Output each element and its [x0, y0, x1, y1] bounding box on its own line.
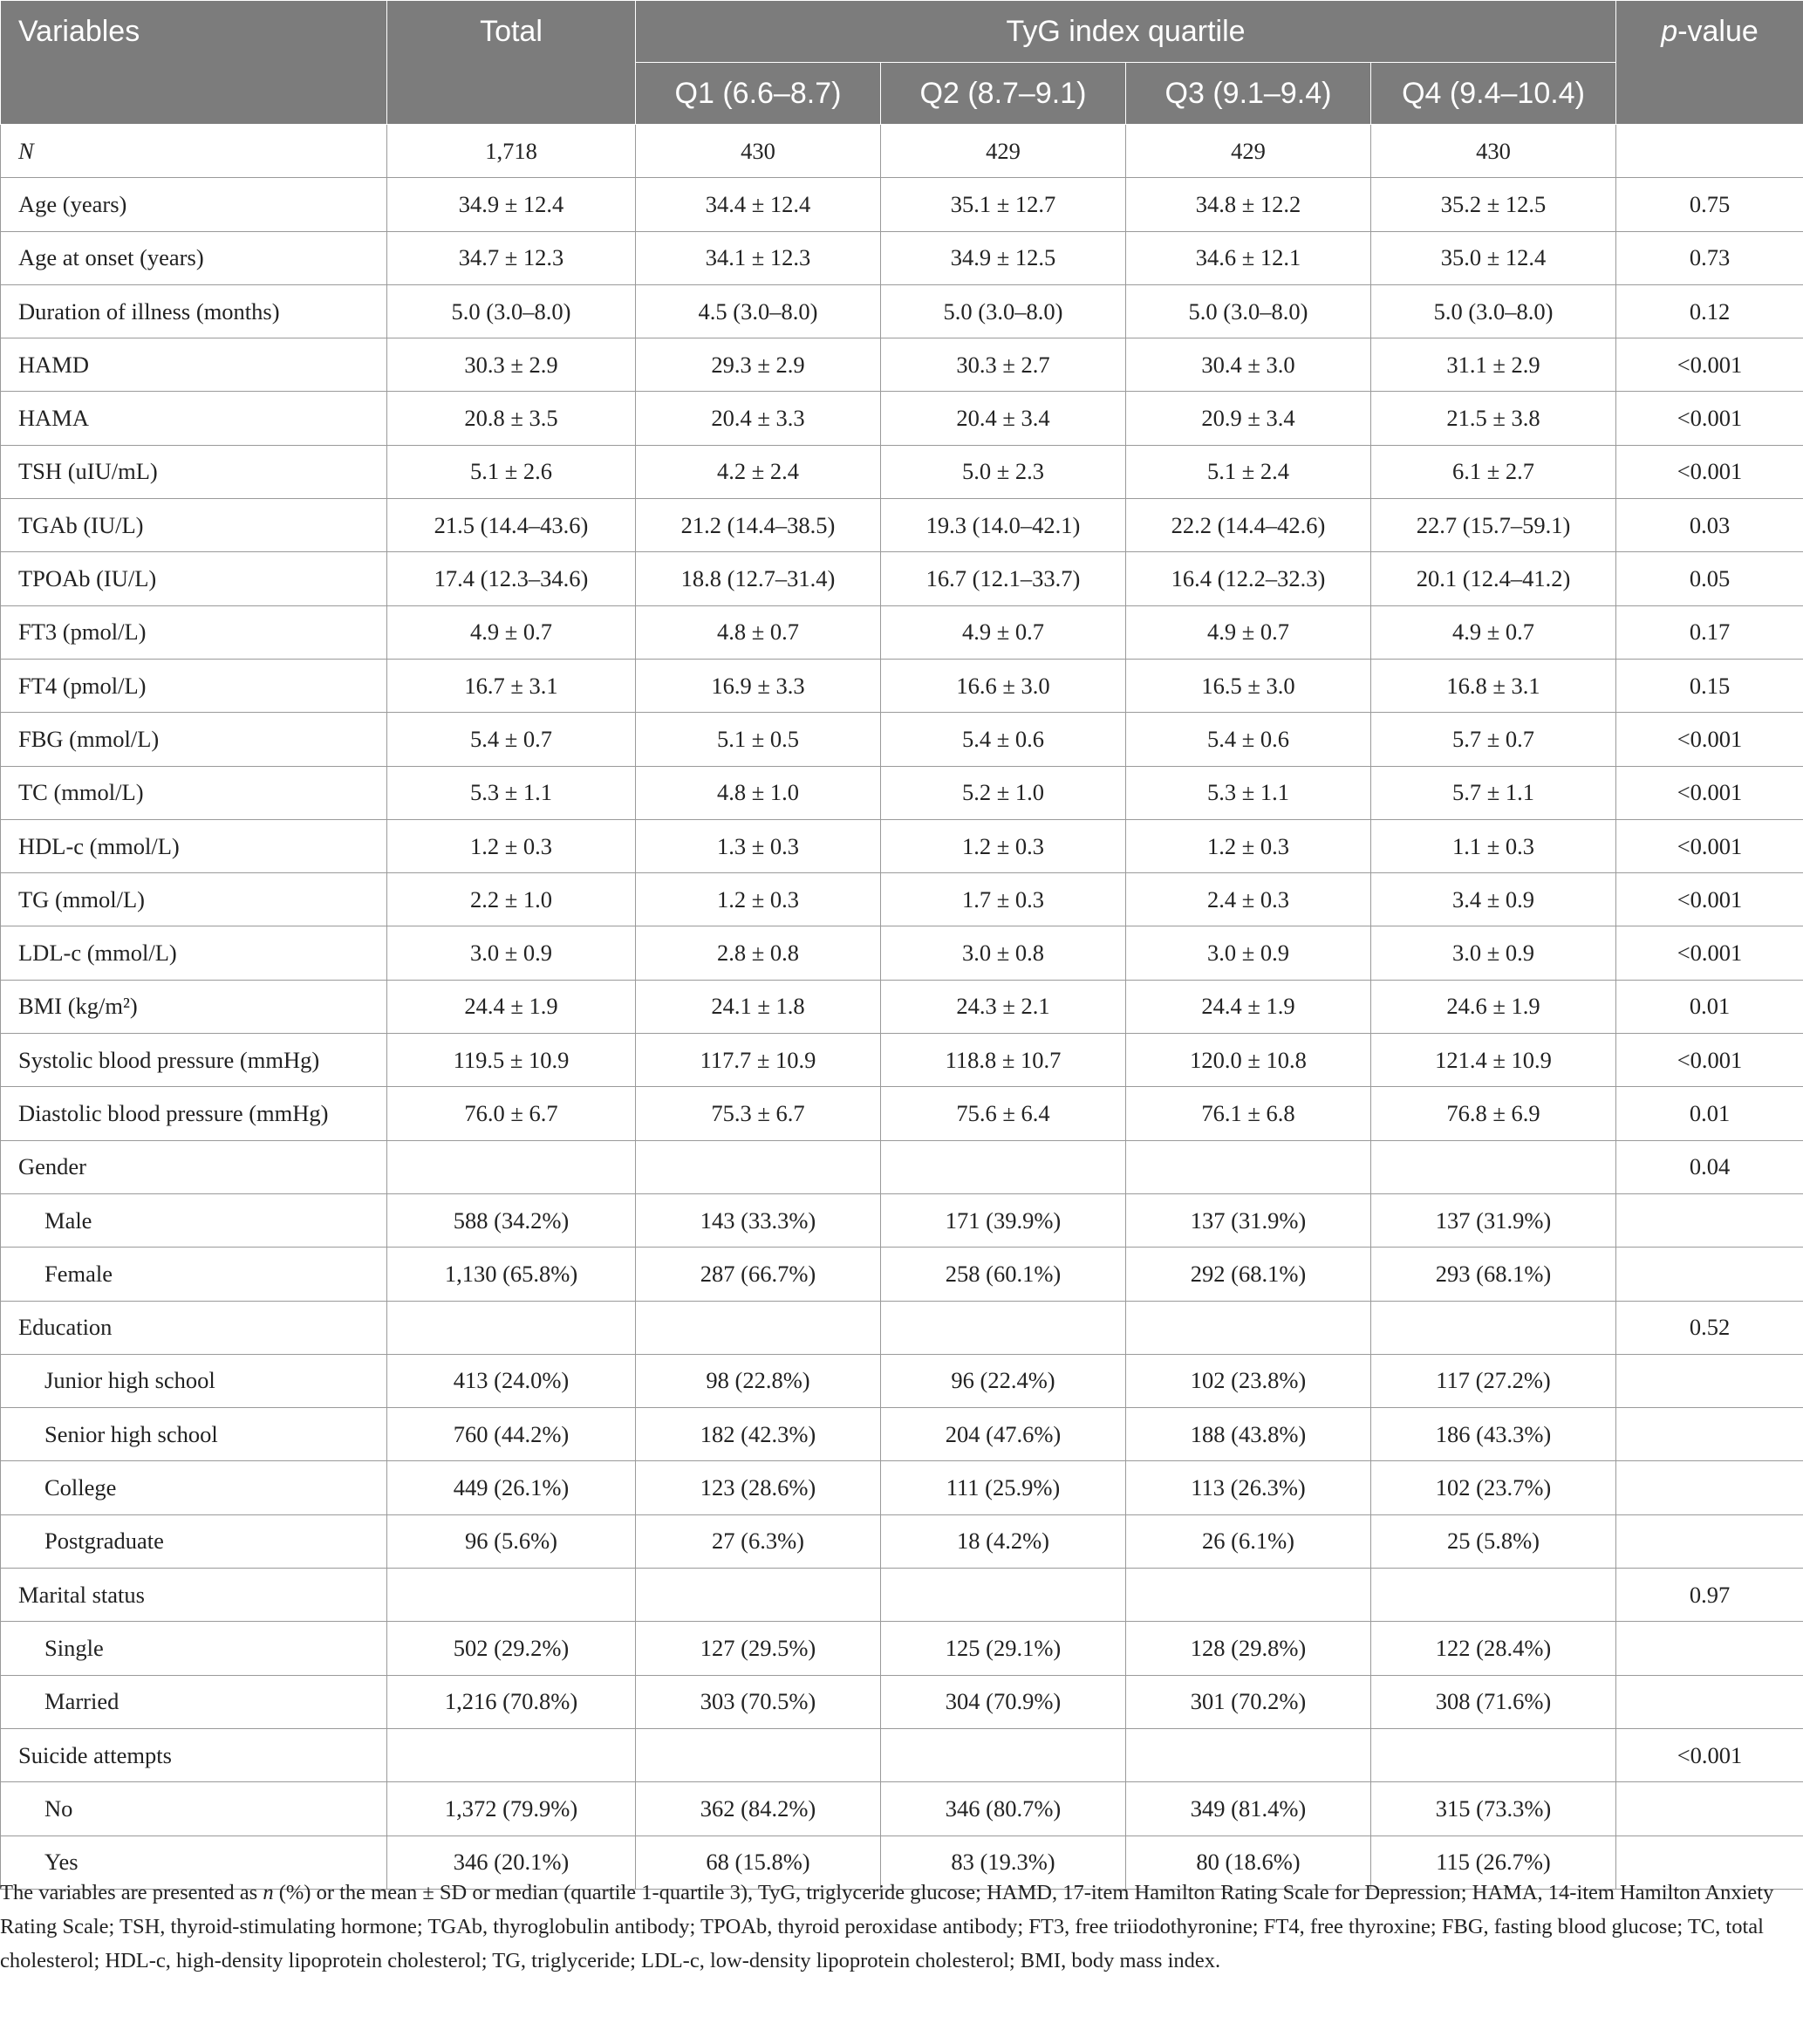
cell-q4: 24.6 ± 1.9	[1371, 980, 1616, 1033]
cell-q1	[636, 1140, 881, 1193]
cell-p-value: 0.15	[1616, 659, 1803, 712]
row-label: FBG (mmol/L)	[1, 713, 387, 766]
cell-q3: 24.4 ± 1.9	[1126, 980, 1371, 1033]
table-row	[1, 338, 1803, 392]
cell-q4: 21.5 ± 3.8	[1371, 392, 1616, 445]
cell-q1: 4.8 ± 1.0	[636, 766, 881, 819]
cell-q4: 22.7 (15.7–59.1)	[1371, 499, 1616, 552]
row-label: Diastolic blood pressure (mmHg)	[1, 1087, 387, 1140]
cell-total: 17.4 (12.3–34.6)	[387, 552, 636, 605]
cell-q4	[1371, 1728, 1616, 1781]
cell-p-value	[1616, 1675, 1803, 1728]
row-label: Married	[1, 1675, 387, 1728]
cell-q2: 429	[881, 125, 1126, 178]
cell-total: 449 (26.1%)	[387, 1461, 636, 1514]
cell-total: 76.0 ± 6.7	[387, 1087, 636, 1140]
cell-total: 1,718	[387, 125, 636, 178]
cell-q1: 143 (33.3%)	[636, 1193, 881, 1247]
cell-p-value: <0.001	[1616, 1034, 1803, 1087]
cell-q4: 186 (43.3%)	[1371, 1408, 1616, 1461]
cell-q1: 34.1 ± 12.3	[636, 231, 881, 284]
cell-q1: 21.2 (14.4–38.5)	[636, 499, 881, 552]
cell-p-value: <0.001	[1616, 713, 1803, 766]
cell-q3: 30.4 ± 3.0	[1126, 338, 1371, 392]
cell-q4: 5.0 (3.0–8.0)	[1371, 284, 1616, 338]
cell-total: 20.8 ± 3.5	[387, 392, 636, 445]
row-label: HAMD	[1, 338, 387, 392]
table-row	[1, 819, 1803, 872]
cell-p-value	[1616, 1354, 1803, 1407]
cell-q3: 5.0 (3.0–8.0)	[1126, 284, 1371, 338]
table-row	[1, 178, 1803, 231]
cell-q1: 29.3 ± 2.9	[636, 338, 881, 392]
cell-total: 24.4 ± 1.9	[387, 980, 636, 1033]
cell-q3: 128 (29.8%)	[1126, 1622, 1371, 1675]
header-q3: Q3 (9.1–9.4)	[1126, 63, 1371, 125]
cell-q3: 3.0 ± 0.9	[1126, 926, 1371, 980]
cell-q4: 3.0 ± 0.9	[1371, 926, 1616, 980]
cell-q1: 182 (42.3%)	[636, 1408, 881, 1461]
header-variables: Variables	[1, 1, 387, 125]
cell-q2: 5.0 ± 2.3	[881, 445, 1126, 498]
cell-q4: 35.0 ± 12.4	[1371, 231, 1616, 284]
table-row	[1, 1622, 1803, 1675]
cell-p-value: <0.001	[1616, 338, 1803, 392]
table-row	[1, 499, 1803, 552]
cell-total: 760 (44.2%)	[387, 1408, 636, 1461]
cell-q3: 137 (31.9%)	[1126, 1193, 1371, 1247]
cell-total: 413 (24.0%)	[387, 1354, 636, 1407]
cell-q1: 24.1 ± 1.8	[636, 980, 881, 1033]
row-label: Yes	[1, 1835, 387, 1889]
cell-q1: 127 (29.5%)	[636, 1622, 881, 1675]
cell-total: 1,372 (79.9%)	[387, 1782, 636, 1835]
table-row	[1, 1248, 1803, 1301]
row-label: Male	[1, 1193, 387, 1247]
table-row	[1, 766, 1803, 819]
row-label: BMI (kg/m²)	[1, 980, 387, 1033]
cell-p-value	[1616, 1514, 1803, 1568]
cell-total: 3.0 ± 0.9	[387, 926, 636, 980]
cell-total: 588 (34.2%)	[387, 1193, 636, 1247]
cell-p-value: <0.001	[1616, 1728, 1803, 1781]
cell-q1: 27 (6.3%)	[636, 1514, 881, 1568]
table-row	[1, 1514, 1803, 1568]
cell-q1: 5.1 ± 0.5	[636, 713, 881, 766]
row-label: LDL-c (mmol/L)	[1, 926, 387, 980]
cell-p-value	[1616, 1248, 1803, 1301]
cell-q3: 301 (70.2%)	[1126, 1675, 1371, 1728]
cell-q1: 16.9 ± 3.3	[636, 659, 881, 712]
cell-p-value	[1616, 1408, 1803, 1461]
cell-q3	[1126, 1569, 1371, 1622]
row-label: Age (years)	[1, 178, 387, 231]
table-row	[1, 1728, 1803, 1781]
cell-q1	[636, 1728, 881, 1781]
row-label: Duration of illness (months)	[1, 284, 387, 338]
cell-q4: 3.4 ± 0.9	[1371, 873, 1616, 926]
cell-q3: 102 (23.8%)	[1126, 1354, 1371, 1407]
cell-p-value: 0.01	[1616, 1087, 1803, 1140]
cell-q2: 125 (29.1%)	[881, 1622, 1126, 1675]
cell-q3	[1126, 1301, 1371, 1354]
table-row	[1, 605, 1803, 659]
row-label: Single	[1, 1622, 387, 1675]
cell-total: 34.7 ± 12.3	[387, 231, 636, 284]
cell-q3: 429	[1126, 125, 1371, 178]
cell-q3: 20.9 ± 3.4	[1126, 392, 1371, 445]
row-label: TSH (uIU/mL)	[1, 445, 387, 498]
cell-q4: 117 (27.2%)	[1371, 1354, 1616, 1407]
cell-total: 502 (29.2%)	[387, 1622, 636, 1675]
cell-q4: 121.4 ± 10.9	[1371, 1034, 1616, 1087]
cell-q3: 5.3 ± 1.1	[1126, 766, 1371, 819]
header-p-value	[1616, 1, 1803, 125]
row-label: Systolic blood pressure (mmHg)	[1, 1034, 387, 1087]
cell-q4: 25 (5.8%)	[1371, 1514, 1616, 1568]
table-row	[1, 284, 1803, 338]
cell-total	[387, 1569, 636, 1622]
cell-p-value: 0.75	[1616, 178, 1803, 231]
cell-q2: 111 (25.9%)	[881, 1461, 1126, 1514]
cell-total	[387, 1728, 636, 1781]
cell-q2: 258 (60.1%)	[881, 1248, 1126, 1301]
cell-q1: 18.8 (12.7–31.4)	[636, 552, 881, 605]
cell-q4: 308 (71.6%)	[1371, 1675, 1616, 1728]
cell-q3: 80 (18.6%)	[1126, 1835, 1371, 1889]
cell-q1: 98 (22.8%)	[636, 1354, 881, 1407]
cell-q1: 117.7 ± 10.9	[636, 1034, 881, 1087]
row-label: HDL-c (mmol/L)	[1, 819, 387, 872]
cell-q4: 35.2 ± 12.5	[1371, 178, 1616, 231]
cell-q2: 16.6 ± 3.0	[881, 659, 1126, 712]
cell-q3: 22.2 (14.4–42.6)	[1126, 499, 1371, 552]
cell-q1: 4.2 ± 2.4	[636, 445, 881, 498]
cell-q3: 349 (81.4%)	[1126, 1782, 1371, 1835]
table-row	[1, 1140, 1803, 1193]
row-label: FT3 (pmol/L)	[1, 605, 387, 659]
cell-q4: 4.9 ± 0.7	[1371, 605, 1616, 659]
cell-q2: 35.1 ± 12.7	[881, 178, 1126, 231]
table-row	[1, 926, 1803, 980]
cell-q4: 16.8 ± 3.1	[1371, 659, 1616, 712]
header-p-prefix: p	[1661, 15, 1678, 48]
cell-total: 1,130 (65.8%)	[387, 1248, 636, 1301]
cell-q1: 303 (70.5%)	[636, 1675, 881, 1728]
cell-q2: 4.9 ± 0.7	[881, 605, 1126, 659]
table-row	[1, 1193, 1803, 1247]
cell-q1: 287 (66.7%)	[636, 1248, 881, 1301]
header-q4: Q4 (9.4–10.4)	[1371, 63, 1616, 125]
cell-q2: 96 (22.4%)	[881, 1354, 1126, 1407]
cell-q2: 19.3 (14.0–42.1)	[881, 499, 1126, 552]
cell-q2: 5.0 (3.0–8.0)	[881, 284, 1126, 338]
cell-q1: 20.4 ± 3.3	[636, 392, 881, 445]
table-row	[1, 1087, 1803, 1140]
row-label: HAMA	[1, 392, 387, 445]
cell-q4: 430	[1371, 125, 1616, 178]
cell-q3: 2.4 ± 0.3	[1126, 873, 1371, 926]
table-row	[1, 1408, 1803, 1461]
table-row	[1, 1461, 1803, 1514]
cell-q3: 188 (43.8%)	[1126, 1408, 1371, 1461]
cell-q3: 113 (26.3%)	[1126, 1461, 1371, 1514]
cell-q4: 20.1 (12.4–41.2)	[1371, 552, 1616, 605]
cell-q3: 76.1 ± 6.8	[1126, 1087, 1371, 1140]
cell-total: 1.2 ± 0.3	[387, 819, 636, 872]
cell-q2: 83 (19.3%)	[881, 1835, 1126, 1889]
row-label: Senior high school	[1, 1408, 387, 1461]
header-p-suffix: -value	[1677, 15, 1759, 48]
row-label: No	[1, 1782, 387, 1835]
row-label: TGAb (IU/L)	[1, 499, 387, 552]
table-row	[1, 231, 1803, 284]
cell-q3: 5.4 ± 0.6	[1126, 713, 1371, 766]
row-label: Marital status	[1, 1569, 387, 1622]
cell-p-value: 0.17	[1616, 605, 1803, 659]
row-label: TPOAb (IU/L)	[1, 552, 387, 605]
cell-q2: 75.6 ± 6.4	[881, 1087, 1126, 1140]
cell-q4: 122 (28.4%)	[1371, 1622, 1616, 1675]
cell-total	[387, 1140, 636, 1193]
table-row	[1, 552, 1803, 605]
cell-p-value: 0.52	[1616, 1301, 1803, 1354]
cell-q2: 30.3 ± 2.7	[881, 338, 1126, 392]
cell-q4: 76.8 ± 6.9	[1371, 1087, 1616, 1140]
cell-q2: 3.0 ± 0.8	[881, 926, 1126, 980]
cell-q4: 5.7 ± 1.1	[1371, 766, 1616, 819]
table-row	[1, 1675, 1803, 1728]
row-label: Female	[1, 1248, 387, 1301]
cell-q2: 346 (80.7%)	[881, 1782, 1126, 1835]
cell-p-value: 0.04	[1616, 1140, 1803, 1193]
cell-q1: 123 (28.6%)	[636, 1461, 881, 1514]
table-row	[1, 713, 1803, 766]
row-label: Postgraduate	[1, 1514, 387, 1568]
table-row	[1, 445, 1803, 498]
cell-q2: 204 (47.6%)	[881, 1408, 1126, 1461]
cell-total: 1,216 (70.8%)	[387, 1675, 636, 1728]
header-quartile-group: TyG index quartile	[636, 1, 1616, 63]
cell-q2	[881, 1569, 1126, 1622]
cell-q4	[1371, 1140, 1616, 1193]
header-q1: Q1 (6.6–8.7)	[636, 63, 881, 125]
cell-total: 346 (20.1%)	[387, 1835, 636, 1889]
cell-q2: 16.7 (12.1–33.7)	[881, 552, 1126, 605]
cell-total: 5.4 ± 0.7	[387, 713, 636, 766]
cell-q2: 34.9 ± 12.5	[881, 231, 1126, 284]
cell-p-value	[1616, 1782, 1803, 1835]
cell-q2: 1.2 ± 0.3	[881, 819, 1126, 872]
cell-p-value: <0.001	[1616, 873, 1803, 926]
footnote-n: n	[263, 1881, 274, 1904]
cell-q3: 120.0 ± 10.8	[1126, 1034, 1371, 1087]
cell-q3: 5.1 ± 2.4	[1126, 445, 1371, 498]
cell-total: 5.1 ± 2.6	[387, 445, 636, 498]
cell-total: 34.9 ± 12.4	[387, 178, 636, 231]
cell-q2: 24.3 ± 2.1	[881, 980, 1126, 1033]
cell-q3: 16.5 ± 3.0	[1126, 659, 1371, 712]
cell-q3: 16.4 (12.2–32.3)	[1126, 552, 1371, 605]
cell-q1: 2.8 ± 0.8	[636, 926, 881, 980]
cell-q3: 1.2 ± 0.3	[1126, 819, 1371, 872]
cell-q1: 4.5 (3.0–8.0)	[636, 284, 881, 338]
table-row	[1, 1354, 1803, 1407]
cell-q1	[636, 1569, 881, 1622]
cell-total: 119.5 ± 10.9	[387, 1034, 636, 1087]
table-footnote	[0, 1876, 1779, 1978]
cell-q1: 362 (84.2%)	[636, 1782, 881, 1835]
cell-q4	[1371, 1301, 1616, 1354]
cell-q1: 68 (15.8%)	[636, 1835, 881, 1889]
cell-q1: 34.4 ± 12.4	[636, 178, 881, 231]
cell-q2	[881, 1140, 1126, 1193]
cell-total: 5.3 ± 1.1	[387, 766, 636, 819]
table-row	[1, 1782, 1803, 1835]
row-label: FT4 (pmol/L)	[1, 659, 387, 712]
row-label: Education	[1, 1301, 387, 1354]
cell-p-value: 0.05	[1616, 552, 1803, 605]
footnote-abbreviations: (%) or the mean ± SD or median (quartile 1-quartile 3), TyG, triglyceride glucose; HAMD, 17-item Hamilton Rating Scale for Depression; HAMA, 14-item Hamilton Anxiety Rating Scale; TSH, thyroid-stimulating hormone; TGAb, thyroglobulin antibody; TPOAb, thyroid peroxidase antibody; FT3, free triiodothyronine; FT4, free thyroxine; FBG, fasting blood glucose; TC, total cholesterol; HDL-c, high-density lipoprotein cholesterol; TG, triglyceride; LDL-c, low-density lipoprotein cholesterol; BMI, body mass index.	[0, 1881, 1774, 1972]
cell-q2: 5.4 ± 0.6	[881, 713, 1126, 766]
cell-p-value: 0.97	[1616, 1569, 1803, 1622]
cell-p-value: <0.001	[1616, 819, 1803, 872]
cell-q2: 18 (4.2%)	[881, 1514, 1126, 1568]
cell-q2	[881, 1301, 1126, 1354]
table-row	[1, 1034, 1803, 1087]
cell-q2: 5.2 ± 1.0	[881, 766, 1126, 819]
row-label: Gender	[1, 1140, 387, 1193]
table-body	[1, 125, 1803, 1890]
cell-q2: 171 (39.9%)	[881, 1193, 1126, 1247]
cell-total: 4.9 ± 0.7	[387, 605, 636, 659]
cell-q1: 1.2 ± 0.3	[636, 873, 881, 926]
cell-p-value	[1616, 125, 1803, 178]
cell-p-value	[1616, 1193, 1803, 1247]
cell-total: 16.7 ± 3.1	[387, 659, 636, 712]
cell-q4: 315 (73.3%)	[1371, 1782, 1616, 1835]
row-label: N	[1, 125, 387, 178]
cell-q4: 5.7 ± 0.7	[1371, 713, 1616, 766]
cell-q1	[636, 1301, 881, 1354]
row-label: College	[1, 1461, 387, 1514]
table-row	[1, 980, 1803, 1033]
cell-q4: 102 (23.7%)	[1371, 1461, 1616, 1514]
row-label: TC (mmol/L)	[1, 766, 387, 819]
header-row-top	[1, 1, 1803, 63]
cell-total: 21.5 (14.4–43.6)	[387, 499, 636, 552]
cell-p-value: <0.001	[1616, 926, 1803, 980]
cell-q1: 75.3 ± 6.7	[636, 1087, 881, 1140]
cell-q3	[1126, 1728, 1371, 1781]
cell-p-value	[1616, 1622, 1803, 1675]
cell-q2: 304 (70.9%)	[881, 1675, 1126, 1728]
row-label: Age at onset (years)	[1, 231, 387, 284]
cell-q4	[1371, 1569, 1616, 1622]
cell-total: 5.0 (3.0–8.0)	[387, 284, 636, 338]
cell-q3: 4.9 ± 0.7	[1126, 605, 1371, 659]
cell-p-value: <0.001	[1616, 445, 1803, 498]
cell-p-value: 0.01	[1616, 980, 1803, 1033]
cell-p-value: <0.001	[1616, 766, 1803, 819]
cell-q4: 115 (26.7%)	[1371, 1835, 1616, 1889]
table-row	[1, 659, 1803, 712]
table-row	[1, 125, 1803, 178]
table-header	[1, 1, 1803, 125]
cell-p-value: 0.12	[1616, 284, 1803, 338]
table-row	[1, 392, 1803, 445]
cell-q2: 118.8 ± 10.7	[881, 1034, 1126, 1087]
cell-total	[387, 1301, 636, 1354]
cell-q4: 6.1 ± 2.7	[1371, 445, 1616, 498]
cell-q3: 26 (6.1%)	[1126, 1514, 1371, 1568]
cell-q1: 4.8 ± 0.7	[636, 605, 881, 659]
row-label: Suicide attempts	[1, 1728, 387, 1781]
cell-q3: 34.6 ± 12.1	[1126, 231, 1371, 284]
cell-total: 2.2 ± 1.0	[387, 873, 636, 926]
cell-q4: 1.1 ± 0.3	[1371, 819, 1616, 872]
cell-p-value	[1616, 1461, 1803, 1514]
header-q2: Q2 (8.7–9.1)	[881, 63, 1126, 125]
cell-q2	[881, 1728, 1126, 1781]
cell-p-value: 0.03	[1616, 499, 1803, 552]
footnote-intro: The variables are presented as	[0, 1881, 263, 1904]
row-label: Junior high school	[1, 1354, 387, 1407]
table-row	[1, 873, 1803, 926]
cell-q3	[1126, 1140, 1371, 1193]
header-total: Total	[387, 1, 636, 125]
cell-q1: 1.3 ± 0.3	[636, 819, 881, 872]
cell-q4: 31.1 ± 2.9	[1371, 338, 1616, 392]
cell-q4: 137 (31.9%)	[1371, 1193, 1616, 1247]
cell-q1: 430	[636, 125, 881, 178]
table-row	[1, 1569, 1803, 1622]
table-row	[1, 1301, 1803, 1354]
cell-total: 30.3 ± 2.9	[387, 338, 636, 392]
row-label: TG (mmol/L)	[1, 873, 387, 926]
cell-q3: 34.8 ± 12.2	[1126, 178, 1371, 231]
cell-p-value: 0.73	[1616, 231, 1803, 284]
cell-q2: 20.4 ± 3.4	[881, 392, 1126, 445]
cell-q3: 292 (68.1%)	[1126, 1248, 1371, 1301]
cell-q4: 293 (68.1%)	[1371, 1248, 1616, 1301]
cell-q2: 1.7 ± 0.3	[881, 873, 1126, 926]
cell-p-value: <0.001	[1616, 392, 1803, 445]
cell-total: 96 (5.6%)	[387, 1514, 636, 1568]
